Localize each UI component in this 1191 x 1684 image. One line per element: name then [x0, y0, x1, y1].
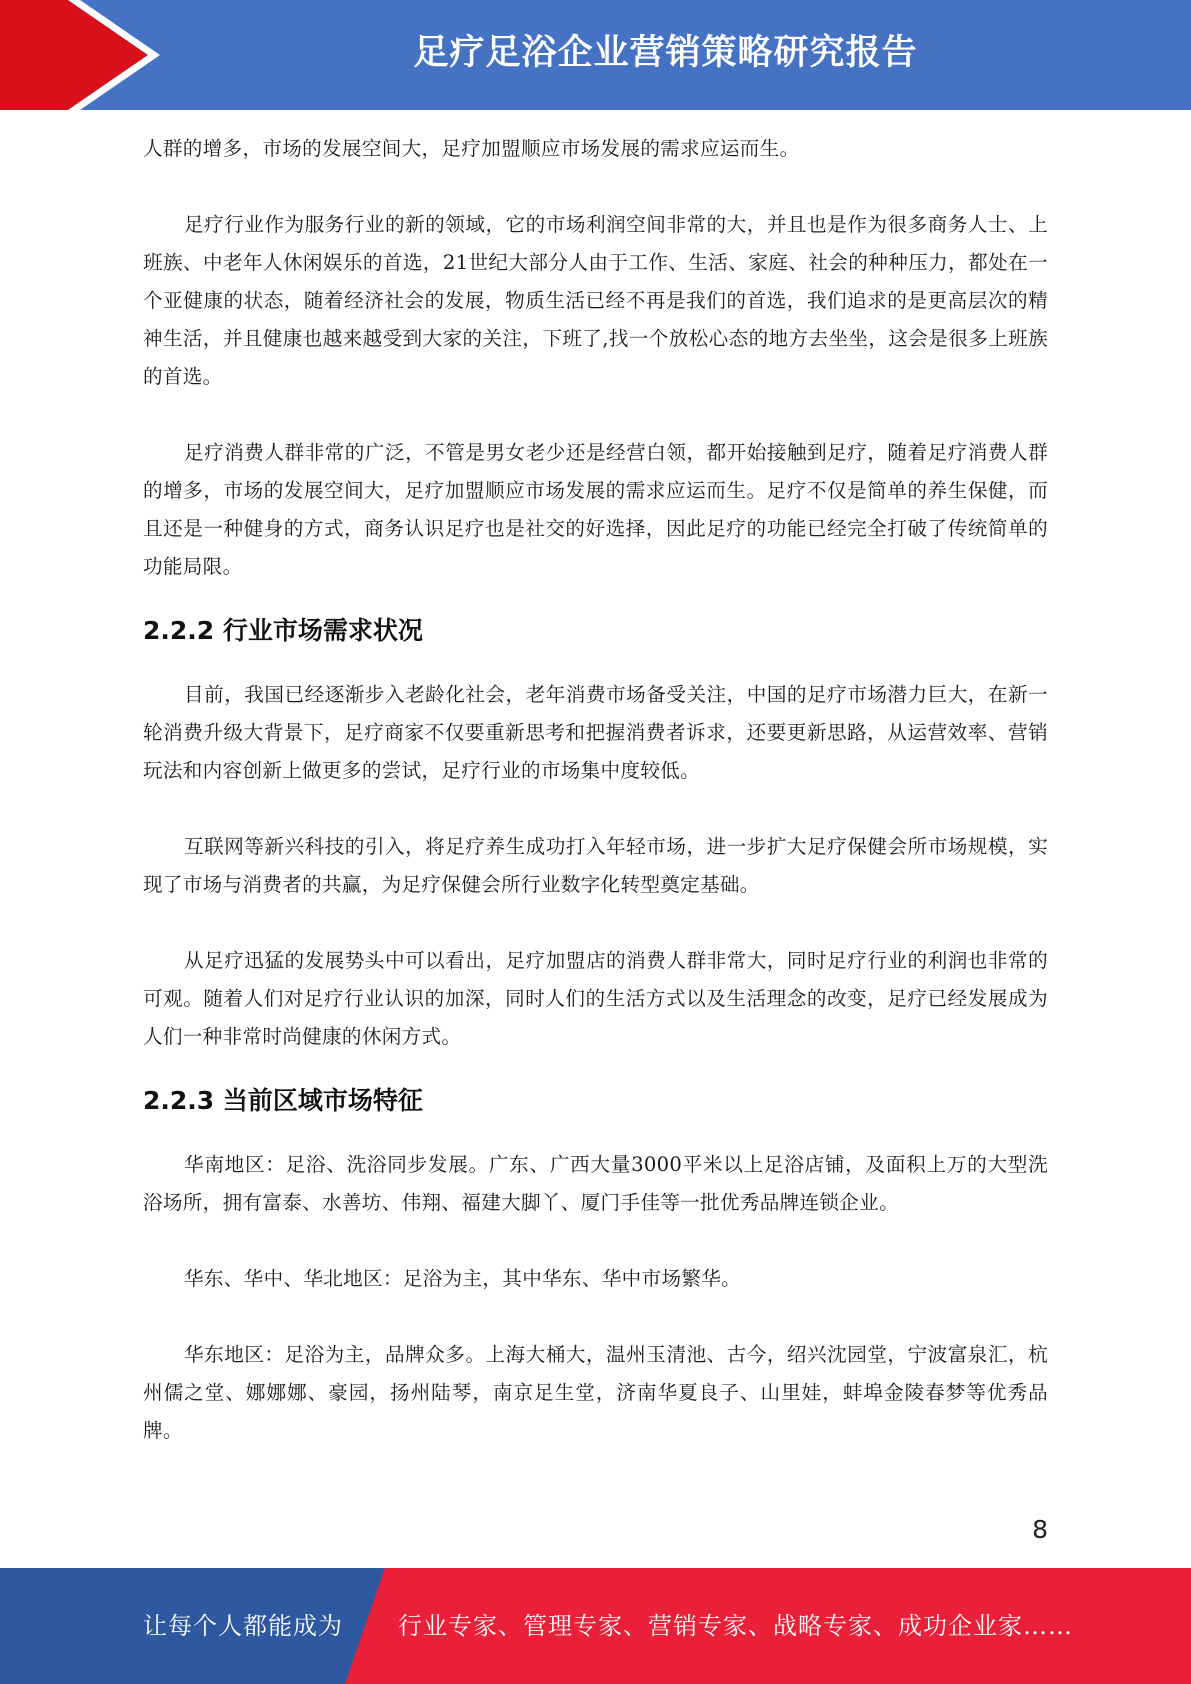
page-footer — [0, 1568, 1191, 1684]
paragraph: 从足疗迅猛的发展势头中可以看出，足疗加盟店的消费人群非常大，同时足疗行业的利润也非常的可观。随着人们对足疗行业认识的加深，同时人们的生活方式以及生活理念的改变，足疗已经发展成为人们一种非常时尚健康的休闲方式。 — [143, 949, 1048, 1048]
paragraph: 目前，我国已经逐渐步入老龄化社会，老年消费市场备受关注，中国的足疗市场潜力巨大，在新一轮消费升级大背景下，足疗商家不仅要重新思考和把握消费者诉求，还要更新思路，从运营效率、营销玩法和内容创新上做更多的尝试，足疗行业的市场集中度较低。 — [143, 683, 1048, 782]
section-heading: 2.2.3 当前区域市场特征 — [143, 1086, 423, 1115]
document-body — [143, 130, 1048, 1450]
section-heading: 2.2.2 行业市场需求状况 — [143, 616, 423, 645]
paragraph: 华南地区：足浴、洗浴同步发展。广东、广西大量3000平米以上足浴店铺，及面积上万的大型洗浴场所，拥有富泰、水善坊、伟翔、福建大脚丫、厦门手佳等一批优秀品牌连锁企业。 — [143, 1153, 1048, 1214]
paragraph: 华东、华中、华北地区：足浴为主，其中华东、华中市场繁华。 — [184, 1267, 742, 1290]
header-chevron-decoration — [0, 0, 160, 110]
footer-slogan-right: 行业专家、管理专家、营销专家、战略专家、成功企业家…… — [398, 1612, 1073, 1640]
paragraph: 互联网等新兴科技的引入，将足疗养生成功打入年轻市场，进一步扩大足疗保健会所市场规模，实现了市场与消费者的共赢，为足疗保健会所行业数字化转型奠定基础。 — [143, 835, 1048, 896]
paragraph: 人群的增多，市场的发展空间大，足疗加盟顺应市场发展的需求应运而生。 — [143, 137, 800, 160]
footer-slogan-left: 让每个人都能成为 — [143, 1612, 343, 1640]
paragraph: 足疗行业作为服务行业的新的领域，它的市场利润空间非常的大，并且也是作为很多商务人士、上班族、中老年人休闲娱乐的首选，21世纪大部分人由于工作、生活、家庭、社会的种种压力，都处在一个亚健康的状态，随着经济社会的发展，物质生活已经不再是我们的首选，我们追求的是更高层次的精神生活，并且健康也越来越受到大家的关注，下班了,找一个放松心态的地方去坐坐，这会是很多上班族的首选。 — [143, 213, 1048, 388]
page-number: 8 — [1032, 1515, 1048, 1544]
paragraph: 华东地区：足浴为主，品牌众多。上海大桶大，温州玉清池、古今，绍兴沈园堂，宁波富泉汇，杭州儒之堂、娜娜娜、豪园，扬州陆琴，南京足生堂，济南华夏良子、山里娃，蚌埠金陵春梦等优秀品牌。 — [143, 1343, 1048, 1442]
report-title: 足疗足浴企业营销策略研究报告 — [413, 33, 918, 73]
paragraph: 足疗消费人群非常的广泛，不管是男女老少还是经营白领，都开始接触到足疗，随着足疗消费人群的增多，市场的发展空间大，足疗加盟顺应市场发展的需求应运而生。足疗不仅是简单的养生保健，而且还是一种健身的方式，商务认识足疗也是社交的好选择，因此足疗的功能已经完全打破了传统简单的功能局限。 — [143, 441, 1048, 578]
page-header — [0, 0, 1191, 110]
